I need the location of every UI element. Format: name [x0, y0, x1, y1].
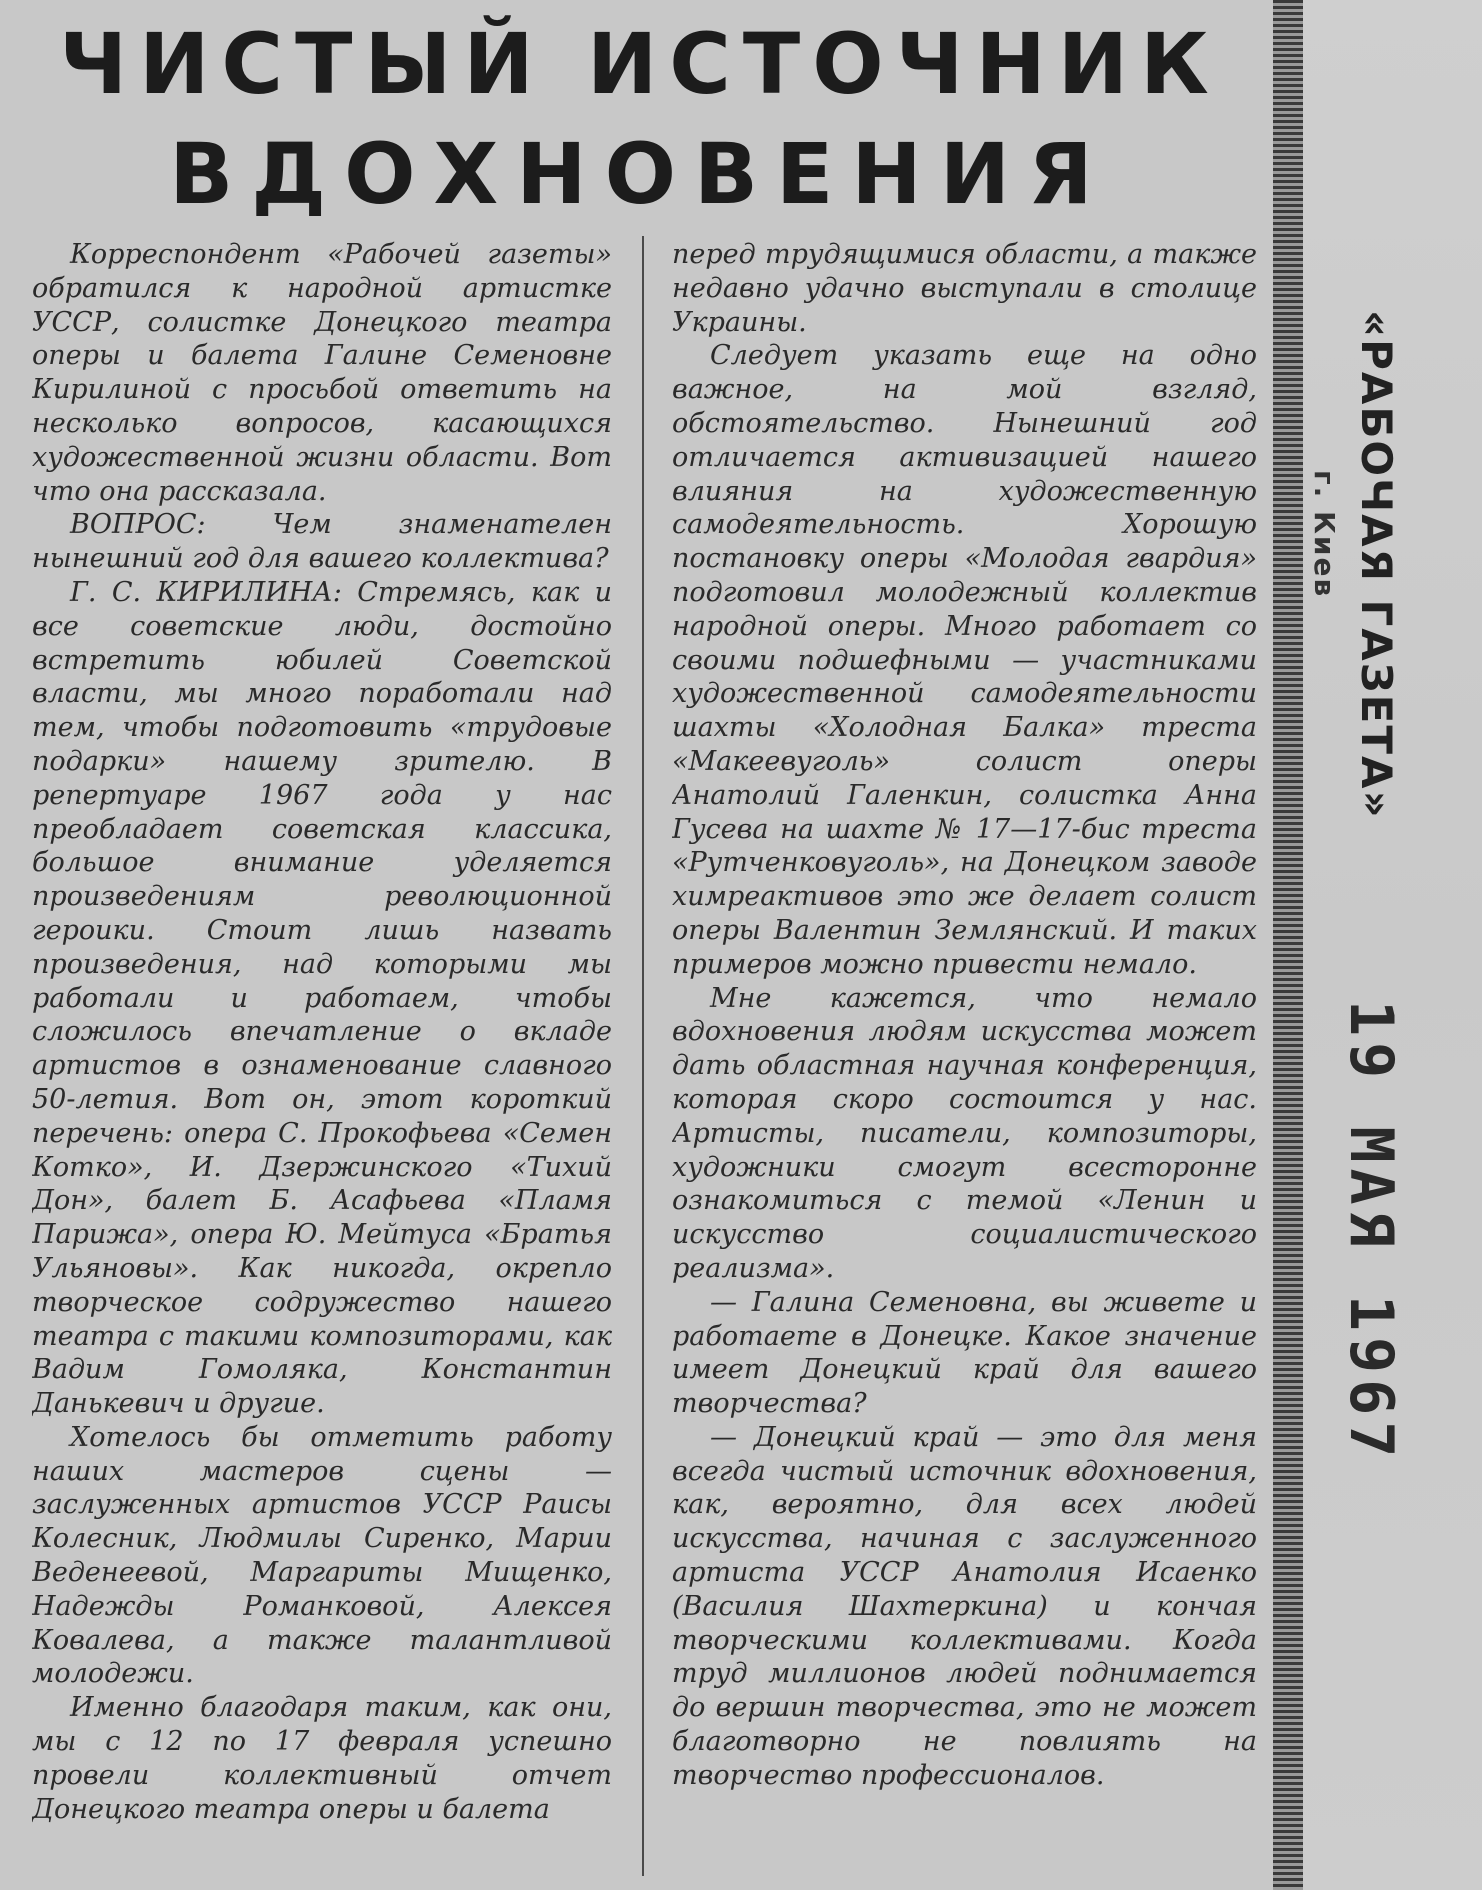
article-paragraph: Мне кажется, что немало вдохновения людям искусства может дать областная научная конференция, которая скоро состоится у нас. Артисты, писатели, композиторы, художники смогут всесторонне ознакомиться с темой «Ленин и искусство социалистического реализма». [672, 982, 1257, 1284]
newspaper-name-stamp: «РАБОЧАЯ ГАЗЕТА» [1352, 310, 1401, 820]
article-paragraph: — Донецкий край — это для меня всегда чистый источник вдохновения, как, вероятно, для всех людей искусства, начиная с заслуженного артиста УССР Анатолия Исаенко (Василия Шахтеркина) и кончая творческими коллективами. Когда труд миллионов людей поднимается до вершин творчества, это не может благотворно не повлиять на творчество профессионалов. [672, 1421, 1257, 1791]
city-stamp: г. Киев [1308, 470, 1341, 599]
article-paragraph: Г. С. КИРИЛИНА: Стремясь, как и все советские люди, достойно встретить юбилей Советской власти, мы много поработали над тем, чтобы подготовить «трудовые подарки» нашему зрителю. В репертуаре 1967 года у нас преобладает советская классика, большое внимание уделяется произведениям революционной героики. Стоит лишь назвать произведения, над которыми мы работали и работаем, чтобы сложилось впечатление о вкладе артистов в ознаменование славного 50-летия. Вот он, этот короткий перечень: опера С. Прокофьева «Семен Котко», И. Дзержинского «Тихий Дон», балет Б. Асафьева «Пламя Парижа», опера Ю. Мейтуса «Братья Ульяновы». Как никогда, окрепло творческое содружество нашего театра с такими композиторами, как Вадим Гомоляка, Константин Данькевич и другие. [32, 576, 612, 1420]
article-paragraph: Хотелось бы отметить работу наших мастеров сцены — заслуженных артистов УССР Раисы Колесник, Людмилы Сиренко, Марии Веденеевой, Маргариты Мищенко, Надежды Романковой, Алексея Ковалева, а также талантливой молодежи. [32, 1421, 612, 1690]
article-paragraph: — Галина Семеновна, вы живете и работаете в Донецке. Какое значение имеет Донецкий край для вашего творчества? [672, 1286, 1257, 1420]
date-stamp: 19 МАЯ 1967 [1336, 1000, 1406, 1464]
article-paragraph: ВОПРОС: Чем знаменателен нынешний год для вашего коллектива? [32, 509, 612, 575]
article-paragraph: Корреспондент «Рабочей газеты» обратился к народной артистке УССР, солистке Донецкого театра оперы и балета Галине Семеновне Кирилиной с просьбой ответить на несколько вопросов, касающихся художественной жизни области. Вот что она рассказала. [32, 239, 612, 507]
article-column-right [672, 238, 1257, 1878]
article-paragraph: Именно благодаря таким, как они, мы с 12 по 17 февраля успешно провели коллективный отчет Донецкого театра оперы и балета [32, 1692, 612, 1825]
article-paragraph: перед трудящимися области, а также недавно удачно выступали в столице Украины. [672, 239, 1257, 338]
headline-line-2: ВДОХНОВЕНИЯ [169, 125, 1111, 223]
column-divider [642, 236, 644, 1876]
article-column-left [32, 238, 612, 1878]
article-paragraph: Следует указать еще на одно важное, на мой взгляд, обстоятельство. Нынешний год отличается активизацией нашего влияния на художественную самодеятельность. Хорошую постановку оперы «Молодая гвардия» подготовил молодежный коллектив народной оперы. Много работает со своими подшефными — участниками художественной самодеятельности шахты «Холодная Балка» треста «Макеевуголь» солист оперы Анатолий Галенкин, солистка Анна Гусева на шахте № 17—17-бис треста «Рутченковуголь», на Донецком заводе химреактивов это же делает солист оперы Валентин Землянский. И таких примеров можно привести немало. [672, 340, 1257, 980]
clipping-edge-border [1273, 0, 1303, 1890]
headline-line-1: ЧИСТЫЙ ИСТОЧНИК [59, 15, 1221, 113]
